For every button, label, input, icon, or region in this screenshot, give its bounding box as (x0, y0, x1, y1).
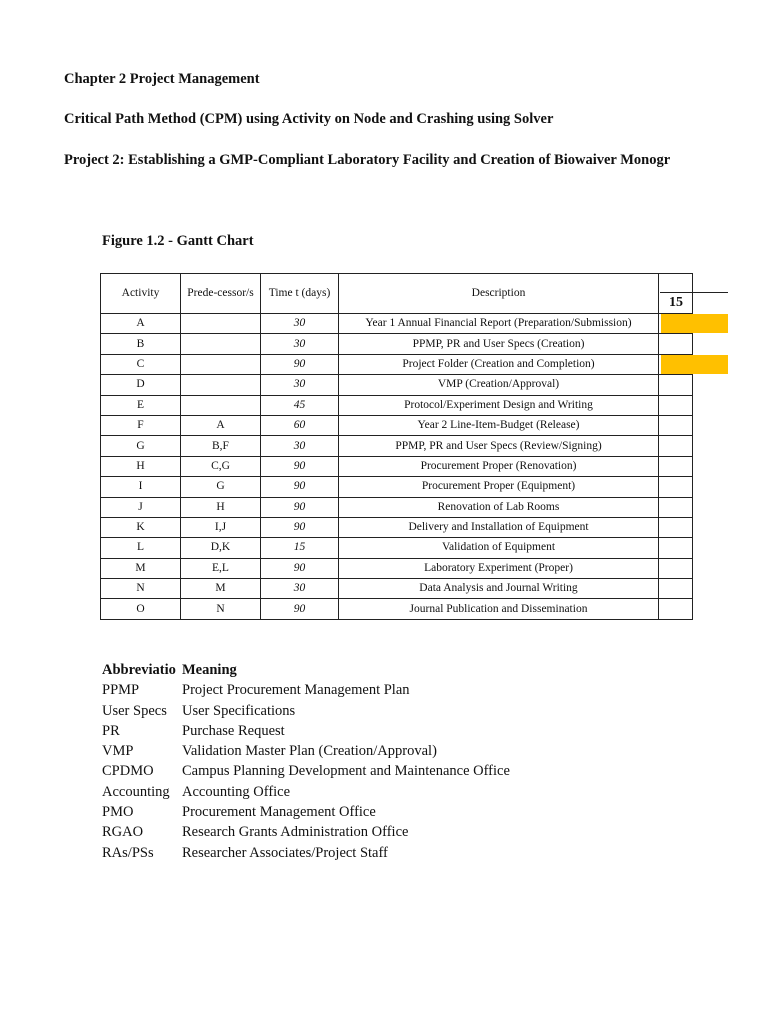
cell-activity: L (101, 538, 181, 558)
cell-predecessor (181, 314, 261, 334)
abbreviation-item (102, 680, 510, 700)
abbreviation-meaning: Procurement Management Office (182, 804, 376, 821)
cell-activity: B (101, 334, 181, 354)
cell-predecessor (181, 395, 261, 415)
cell-time: 30 (261, 314, 339, 334)
abbreviation-key: PPMP (102, 682, 140, 699)
cell-time: 90 (261, 354, 339, 374)
abbreviation-header (102, 660, 510, 680)
abbreviation-item (102, 843, 510, 863)
cell-activity: J (101, 497, 181, 517)
cell-activity: N (101, 579, 181, 599)
abbreviation-key: RAs/PSs (102, 844, 154, 861)
activity-table (100, 273, 693, 620)
cell-predecessor: C,G (181, 456, 261, 476)
cell-description: PPMP, PR and User Specs (Creation) (339, 334, 659, 354)
cell-activity: M (101, 558, 181, 578)
abbreviation-meaning: Validation Master Plan (Creation/Approval) (182, 743, 437, 760)
cell-predecessor: B,F (181, 436, 261, 456)
abbreviation-header-key: Abbreviatio (102, 662, 176, 678)
table-row (101, 415, 693, 435)
cell-predecessor: M (181, 579, 261, 599)
cell-predecessor: A (181, 415, 261, 435)
abbreviation-header-meaning: Meaning (182, 662, 237, 678)
cell-description: Protocol/Experiment Design and Writing (339, 395, 659, 415)
cell-description: Project Folder (Creation and Completion) (339, 354, 659, 374)
cell-activity: A (101, 314, 181, 334)
cell-predecessor: D,K (181, 538, 261, 558)
project-heading: Project 2: Establishing a GMP-Compliant Laboratory Facility and Creation of Biowaiver Monogr (64, 152, 671, 168)
cell-time: 45 (261, 395, 339, 415)
cell-time: 30 (261, 436, 339, 456)
cell-gantt (659, 395, 693, 415)
abbreviation-item (102, 761, 510, 781)
abbreviation-meaning: Purchase Request (182, 722, 285, 739)
abbreviation-key: User Specs (102, 702, 167, 719)
cell-activity: K (101, 517, 181, 537)
cell-time: 90 (261, 456, 339, 476)
cell-predecessor (181, 354, 261, 374)
cell-time: 15 (261, 538, 339, 558)
table-row (101, 558, 693, 578)
cell-gantt (659, 497, 693, 517)
cell-description: Journal Publication and Dissemination (339, 599, 659, 619)
table-row (101, 314, 693, 334)
abbreviation-meaning: Research Grants Administration Office (182, 824, 409, 841)
cell-time: 30 (261, 579, 339, 599)
method-heading: Critical Path Method (CPM) using Activity on Node and Crashing using Solver (64, 111, 554, 127)
cell-predecessor: N (181, 599, 261, 619)
table-header-row (101, 274, 693, 314)
cell-description: VMP (Creation/Approval) (339, 375, 659, 395)
cell-time: 90 (261, 497, 339, 517)
table-row (101, 579, 693, 599)
abbreviation-item (102, 802, 510, 822)
cell-gantt (659, 334, 693, 354)
cell-time: 90 (261, 599, 339, 619)
chapter-heading: Chapter 2 Project Management (64, 71, 260, 87)
gantt-bar-a (661, 314, 728, 333)
cell-activity: I (101, 477, 181, 497)
cell-activity: D (101, 375, 181, 395)
cell-description: Year 2 Line-Item-Budget (Release) (339, 415, 659, 435)
table-row (101, 436, 693, 456)
cell-predecessor: H (181, 497, 261, 517)
header-activity: Activity (101, 274, 181, 314)
abbreviation-meaning: Accounting Office (182, 783, 291, 800)
table-row (101, 456, 693, 476)
cell-description: Laboratory Experiment (Proper) (339, 558, 659, 578)
gantt-period-label: 15 (660, 292, 728, 312)
abbreviation-item (102, 822, 510, 842)
cell-gantt (659, 558, 693, 578)
table-row (101, 334, 693, 354)
cell-activity: G (101, 436, 181, 456)
table-row (101, 599, 693, 619)
cell-description: Procurement Proper (Renovation) (339, 456, 659, 476)
abbreviation-key: CPDMO (102, 763, 154, 780)
abbreviation-meaning: Project Procurement Management Plan (182, 682, 410, 699)
cell-gantt (659, 456, 693, 476)
abbreviation-item (102, 782, 510, 802)
cell-time: 30 (261, 334, 339, 354)
abbreviation-meaning: Campus Planning Development and Maintenance Office (182, 763, 510, 780)
table-row (101, 538, 693, 558)
abbreviation-key: RGAO (102, 824, 144, 841)
cell-activity: E (101, 395, 181, 415)
abbreviation-meaning: User Specifications (182, 702, 296, 719)
abbreviation-key: Accounting (102, 783, 170, 800)
cell-time: 90 (261, 477, 339, 497)
abbreviation-key: VMP (102, 743, 134, 760)
abbreviation-meaning: Researcher Associates/Project Staff (182, 844, 388, 861)
table-row (101, 395, 693, 415)
cell-gantt (659, 436, 693, 456)
cell-time: 90 (261, 558, 339, 578)
cell-description: Year 1 Annual Financial Report (Preparation/Submission) (339, 314, 659, 334)
cell-description: Renovation of Lab Rooms (339, 497, 659, 517)
table-row (101, 497, 693, 517)
cell-time: 30 (261, 375, 339, 395)
cell-gantt (659, 517, 693, 537)
abbreviation-item (102, 701, 510, 721)
cell-time: 60 (261, 415, 339, 435)
abbreviation-item (102, 721, 510, 741)
cell-gantt (659, 415, 693, 435)
header-time: Time t (days) (261, 274, 339, 314)
table-row (101, 354, 693, 374)
table-row (101, 517, 693, 537)
cell-predecessor: E,L (181, 558, 261, 578)
cell-description: Data Analysis and Journal Writing (339, 579, 659, 599)
cell-activity: H (101, 456, 181, 476)
cell-description: PPMP, PR and User Specs (Review/Signing) (339, 436, 659, 456)
cell-gantt (659, 375, 693, 395)
cell-gantt (659, 477, 693, 497)
cell-predecessor (181, 375, 261, 395)
figure-title: Figure 1.2 - Gantt Chart (102, 233, 254, 249)
header-description: Description (339, 274, 659, 314)
cell-description: Procurement Proper (Equipment) (339, 477, 659, 497)
cell-time: 90 (261, 517, 339, 537)
cell-activity: C (101, 354, 181, 374)
cell-description: Delivery and Installation of Equipment (339, 517, 659, 537)
header-predecessor: Prede-cessor/s (181, 274, 261, 314)
cell-predecessor: G (181, 477, 261, 497)
abbreviation-key: PMO (102, 804, 134, 821)
abbreviation-key: PR (102, 722, 120, 739)
cell-gantt (659, 579, 693, 599)
cell-gantt (659, 538, 693, 558)
abbreviation-item (102, 741, 510, 761)
abbreviation-list (102, 660, 510, 863)
table-row (101, 477, 693, 497)
cell-gantt (659, 599, 693, 619)
cell-predecessor (181, 334, 261, 354)
table-row (101, 375, 693, 395)
gantt-bar-c (661, 355, 728, 374)
cell-description: Validation of Equipment (339, 538, 659, 558)
cell-activity: O (101, 599, 181, 619)
cell-activity: F (101, 415, 181, 435)
cell-predecessor: I,J (181, 517, 261, 537)
